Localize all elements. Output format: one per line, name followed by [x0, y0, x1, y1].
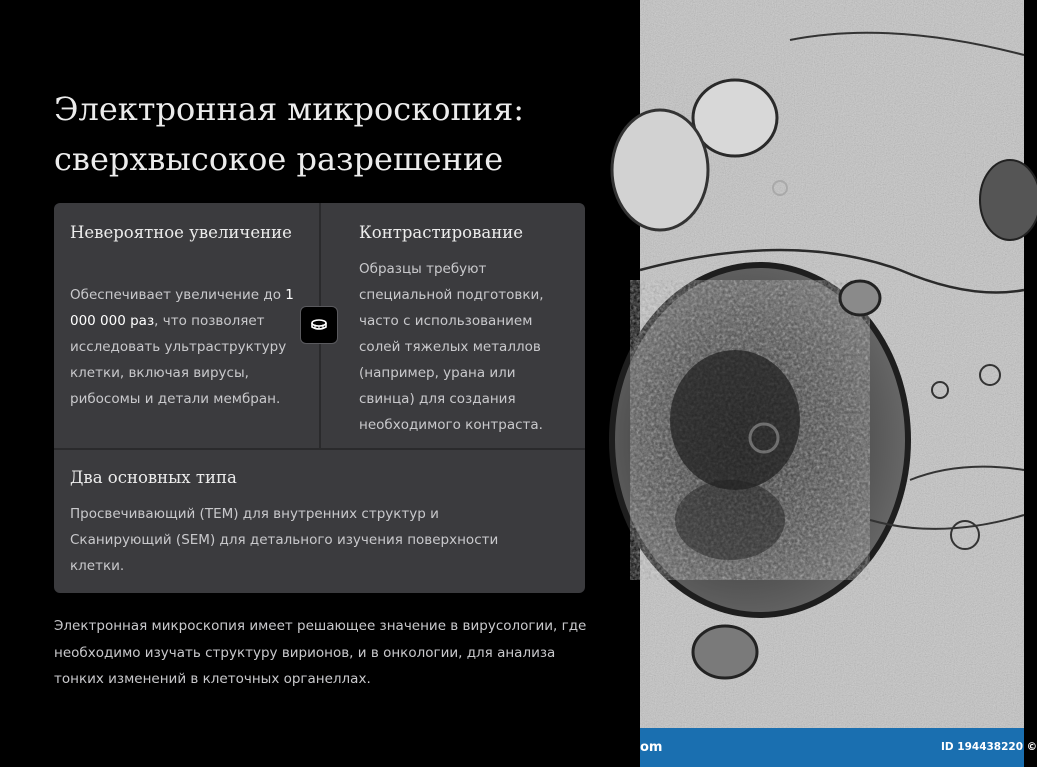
footer-paragraph: Электронная микроскопия имеет решающее значение в вирусологии, где необходимо изучать структуру вирионов, и в онкологии, для анализа тонких изменений в клеточных органеллах. — [54, 618, 587, 687]
card-magnification-text-end: , что позволяет исследовать ультраструктуру клетки, включая вирусы, рибосомы и детали мембран. — [70, 313, 287, 407]
info-card-grid — [54, 203, 585, 593]
card-contrast-text: Образцы требуют специальной подготовки, часто с использованием солей тяжелых металлов (например, урана или свинца) для создания необходимого контраста. — [359, 261, 544, 433]
electron-micrograph-image — [640, 0, 1037, 767]
stock-site-text: om — [640, 740, 663, 755]
card-contrast-title: Контрастирование — [359, 223, 523, 242]
card-magnification-text — [70, 282, 298, 412]
slide-title-line-2: сверхвысокое разрешение — [54, 140, 504, 178]
magnification-highlight: 1 000 000 раз — [70, 287, 294, 329]
slide-title-line-1: Электронная микроскопия: — [54, 90, 525, 128]
stock-id-text: ID 194438220 © — [941, 741, 1037, 753]
slide-title — [54, 84, 614, 184]
card-magnification-text-start: Обеспечивает увеличение до — [70, 287, 286, 303]
card-types-text: Просвечивающий (TEM) для внутренних структур и Сканирующий (SEM) для детального изучения поверхности клетки. — [70, 506, 499, 574]
cell-micrograph — [640, 0, 1024, 728]
horizontal-divider — [54, 448, 585, 450]
microscope-lens-icon — [300, 306, 338, 344]
card-types-title: Два основных типа — [70, 468, 237, 487]
stock-watermark-bar — [640, 728, 1037, 767]
card-magnification-title: Невероятное увеличение — [70, 223, 292, 242]
